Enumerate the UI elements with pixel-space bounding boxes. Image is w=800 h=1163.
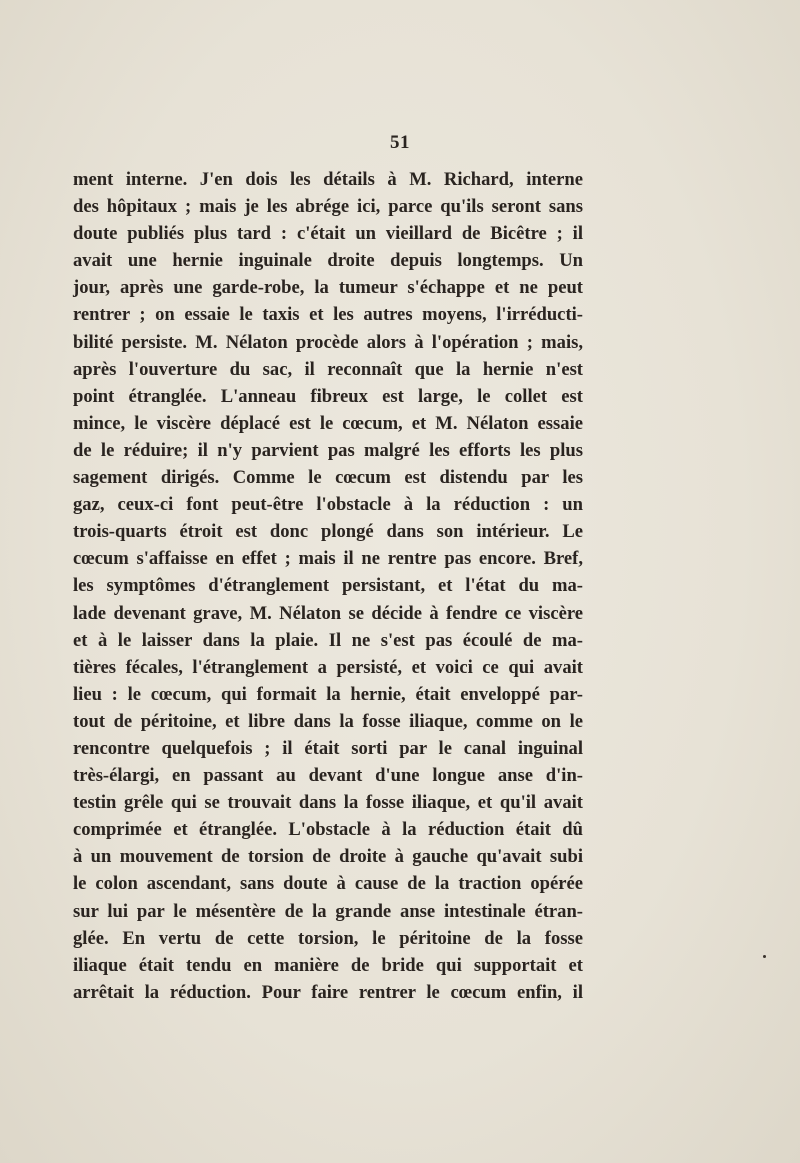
text-line: testin grêle qui se trouvait dans la fosse iliaque, et qu'il avait bbox=[73, 792, 583, 814]
text-line: à un mouvement de torsion de droite à gauche qu'avait subi bbox=[73, 846, 583, 868]
ink-speck bbox=[763, 955, 766, 958]
text-line: cœcum s'affaisse en effet ; mais il ne rentre pas encore. Bref, bbox=[73, 548, 583, 570]
text-line: des hôpitaux ; mais je les abrége ici, parce qu'ils seront sans bbox=[73, 196, 583, 218]
text-line: tières fécales, l'étranglement a persisté, et voici ce qui avait bbox=[73, 656, 583, 678]
text-line: glée. En vertu de cette torsion, le péritoine de la fosse bbox=[73, 927, 583, 949]
body-text bbox=[73, 166, 583, 1006]
text-line: sagement dirigés. Comme le cœcum est distendu par les bbox=[73, 467, 583, 489]
text-line: ment interne. J'en dois les détails à M. Richard, interne bbox=[73, 169, 583, 190]
text-line: lade devenant grave, M. Nélaton se décide à fendre ce viscère bbox=[73, 602, 583, 624]
text-line: comprimée et étranglée. L'obstacle à la réduction était dû bbox=[73, 819, 583, 841]
text-line: très-élargi, en passant au devant d'une longue anse d'in- bbox=[73, 765, 583, 787]
text-line: les symptômes d'étranglement persistant, et l'état du ma- bbox=[73, 575, 583, 597]
text-line: de le réduire; il n'y parvient pas malgré les efforts les plus bbox=[73, 439, 583, 461]
text-line: avait une hernie inguinale droite depuis longtemps. Un bbox=[73, 250, 583, 272]
text-line: tout de péritoine, et libre dans la fosse iliaque, comme on le bbox=[73, 710, 583, 732]
text-line: trois-quarts étroit est donc plongé dans son intérieur. Le bbox=[73, 521, 583, 543]
text-line: après l'ouverture du sac, il reconnaît que la hernie n'est bbox=[73, 358, 583, 380]
text-line: sur lui par le mésentère de la grande anse intestinale étran- bbox=[73, 900, 583, 922]
page-number: 51 bbox=[390, 132, 410, 153]
text-line: et à le laisser dans la plaie. Il ne s'est pas écoulé de ma- bbox=[73, 629, 583, 651]
text-line: mince, le viscère déplacé est le cœcum, et M. Nélaton essaie bbox=[73, 412, 583, 434]
text-line: gaz, ceux-ci font peut-être l'obstacle à la réduction : un bbox=[73, 494, 583, 516]
text-line: jour, après une garde-robe, la tumeur s'échappe et ne peut bbox=[73, 277, 583, 299]
text-line: rencontre quelquefois ; il était sorti par le canal inguinal bbox=[73, 737, 583, 759]
text-line: le colon ascendant, sans doute à cause de la traction opérée bbox=[73, 873, 583, 895]
text-line: bilité persiste. M. Nélaton procède alors à l'opération ; mais, bbox=[73, 331, 583, 353]
text-line: lieu : le cœcum, qui formait la hernie, était enveloppé par- bbox=[73, 683, 583, 705]
text-line: iliaque était tendu en manière de bride qui supportait et bbox=[73, 954, 583, 976]
text-line: arrêtait la réduction. Pour faire rentrer le cœcum enfin, il bbox=[73, 981, 583, 1003]
text-line: doute publiés plus tard : c'était un vieillard de Bicêtre ; il bbox=[73, 223, 583, 245]
text-line: rentrer ; on essaie le taxis et les autres moyens, l'irréducti- bbox=[73, 304, 583, 326]
text-line: point étranglée. L'anneau fibreux est large, le collet est bbox=[73, 385, 583, 407]
